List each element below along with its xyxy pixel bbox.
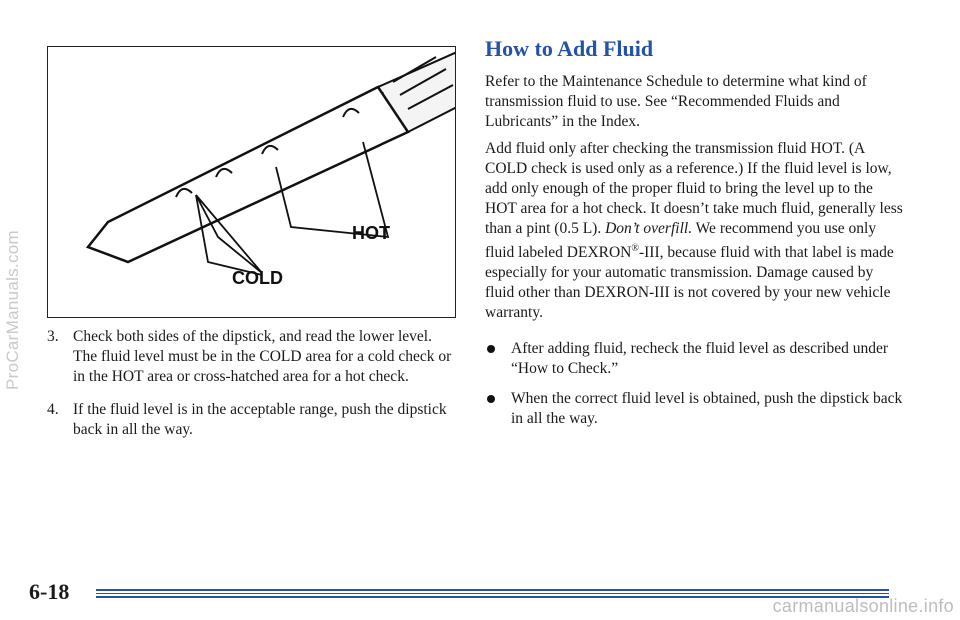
watermark-left [0,0,28,620]
bullet-icon [487,395,495,403]
step-item [47,400,459,440]
bullet-text: When the correct fluid level is obtained, push the dipstick back in all the way. [511,390,903,427]
paragraph-fluid-type: Refer to the Maintenance Schedule to determine what kind of transmission fluid to use. See “Recommended Fluids and Lubricants” in the Index. [485,73,867,130]
step-number: 3. [47,328,59,345]
watermark-left-text: ProCarManuals.com [3,229,23,391]
paragraph-text: -III, because fluid with that label is made especially for your automatic transmission. Damage caused by fluid other than DEXRON-III is not covered by your new vehicle warranty. [485,244,894,322]
steps-list [47,327,459,453]
step-item [47,327,459,387]
registered-mark: ® [631,243,639,254]
bullet-text: After adding fluid, recheck the fluid level as described under “How to Check.” [511,340,889,377]
section-title: How to Add Fluid [485,36,654,61]
step-number: 4. [47,401,59,418]
bullet-list [485,339,905,439]
paragraph-text: We recommend you use only fluid labeled DEXRON [485,220,877,262]
bullet-item [485,389,905,429]
hot-label: HOT [352,223,390,243]
bullet-item [485,339,905,379]
emphasis-text: Don’t overfill. [605,220,693,237]
step-text: If the fluid level is in the acceptable range, push the dipstick back in all the way. [73,401,447,438]
step-text: Check both sides of the dipstick, and read the lower level. The fluid level must be in the COLD area for a cold check or in the HOT area or cross-hatched area for a hot check. [73,328,452,385]
paragraph-text: Add fluid only after checking the transmission fluid HOT. (A COLD check is used only as a reference.) If the fluid level is low, add only enough of the proper fluid to bring the level up to the HOT area for a hot check. It doesn’t take much fluid, generally less than a pint (0.5 L). [485,140,903,237]
watermark-bottom: carmanualsonline.info [772,596,954,616]
page-number: 6-18 [29,579,70,604]
cold-label: COLD [232,268,283,288]
footer-rule [96,589,889,598]
dipstick-figure [47,46,456,318]
bullet-icon [487,345,495,353]
paragraph-add-fluid [485,139,905,323]
